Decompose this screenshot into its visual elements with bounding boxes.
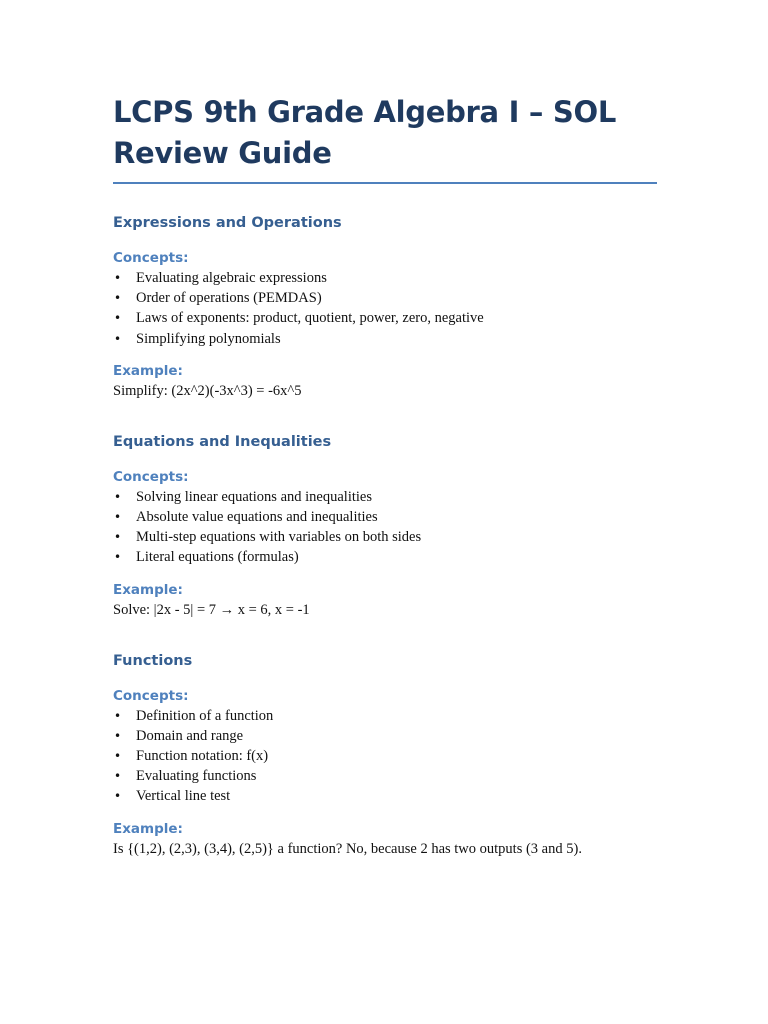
concept-text: Vertical line test: [136, 788, 231, 805]
concept-item: [113, 786, 656, 806]
concept-text: Simplifying polynomials: [136, 330, 281, 347]
concept-text: Evaluating algebraic expressions: [136, 270, 327, 286]
concept-text: Function notation: f(x): [136, 748, 269, 765]
concept-item: [113, 308, 656, 328]
section-heading: Functions: [113, 652, 193, 669]
concept-text: Multi-step equations with variables on both sides: [136, 529, 422, 546]
concept-text: Absolute value equations and inequalities: [136, 509, 378, 526]
example-text: Solve: |2x - 5| = 7 → x = 6, x = -1: [113, 601, 310, 618]
bullet-icon: •: [114, 708, 122, 723]
concepts-list: [113, 268, 656, 349]
example-label: Example:: [113, 820, 183, 837]
concept-text: Solving linear equations and inequalities: [136, 488, 372, 505]
bullet-icon: •: [114, 789, 122, 804]
concepts-label: Concepts:: [113, 468, 189, 485]
title-underline: [113, 182, 657, 184]
section-equations-and-inequalities: [113, 434, 656, 620]
bullet-icon: •: [114, 510, 122, 525]
concepts-label: Concepts:: [113, 687, 189, 704]
concept-item: [113, 746, 656, 766]
concept-text: Definition of a function: [136, 707, 274, 724]
concepts-list: [113, 706, 656, 807]
concept-text: Order of operations (PEMDAS): [136, 290, 322, 307]
concept-item: [113, 706, 656, 726]
concept-text: Evaluating functions: [136, 768, 257, 785]
bullet-icon: •: [114, 331, 122, 346]
concept-item: [113, 547, 656, 567]
example-text: Is {(1,2), (2,3), (3,4), (2,5)} a function? No, because 2 has two outputs (3 and 5).: [113, 840, 582, 857]
bullet-icon: •: [114, 489, 122, 504]
section-functions: [113, 653, 656, 859]
concept-item: [113, 527, 656, 547]
section-heading: Equations and Inequalities: [113, 433, 332, 450]
example-label: Example:: [113, 362, 183, 379]
concept-item: [113, 726, 656, 746]
concept-text: Laws of exponents: product, quotient, power, zero, negative: [136, 310, 484, 327]
section-heading: Expressions and Operations: [113, 215, 342, 231]
section-expressions-and-operations: [113, 215, 656, 401]
concepts-list: [113, 487, 656, 568]
concepts-label: Concepts:: [113, 250, 189, 266]
bullet-icon: •: [114, 291, 122, 306]
concept-item: [113, 507, 656, 527]
concept-item: [113, 329, 656, 349]
concept-item: [113, 766, 656, 786]
example-label: Example:: [113, 581, 183, 598]
bullet-icon: •: [114, 769, 122, 784]
bullet-icon: •: [114, 271, 122, 285]
bullet-icon: •: [114, 530, 122, 545]
bullet-icon: •: [114, 728, 122, 743]
concept-text: Literal equations (formulas): [136, 549, 299, 566]
bullet-icon: •: [114, 749, 122, 764]
example-text: Simplify: (2x^2)(-3x^3) = -6x^5: [113, 382, 302, 399]
concept-text: Domain and range: [136, 727, 244, 744]
bullet-icon: •: [114, 311, 122, 326]
concept-item: [113, 288, 656, 308]
bullet-icon: •: [114, 550, 122, 565]
concept-item: [113, 268, 656, 288]
concept-item: [113, 487, 656, 507]
document-title: LCPS 9th Grade Algebra I – SOL Review Guide: [113, 95, 617, 170]
